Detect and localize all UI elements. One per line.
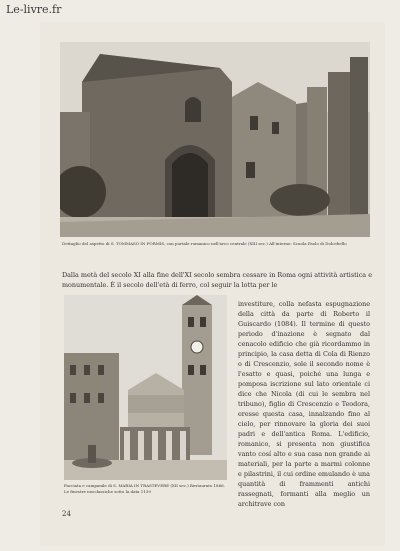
church-facade-photo <box>60 42 370 237</box>
right-column-text: investiture, colla nefasta espugnazione della città da parte di Roberto il Guiscardo (1084). Il termine di questo periodo d'inazione è segnato dal cenacolo edificio che già ricordammo in principio, la casa detta di Cola di Rienzo o di Crescenzio, sole il secondo nome è l'esatto e quasi, poiché una lunga e pomposa iscrizione sul lato orientale ci dice che Nicola (di cui le sembra nel tribuno), figlio di Crescenzio e Teodora, eresse questa casa, innalzando fino al cielo, per rinnovare la gloria dei suoi padri e dell'antica Roma. L'edificio, romanico, si presenta non giustifica vanto cosí alto e sua casa non grande ai materiali, per la parte a marmi colonne e pilastrini, il cui ordine emulando è una quantità di frammenti antichi rassegnati, formanti alla meglio un architrave con <box>238 300 370 508</box>
photo1-caption: Dettaglio del aspetto di S. TOMMASO IN FORMIS, con portale romanico nell'arco centrale (XIII sec.) All'interno: Scuola Paolo di Dolcebello <box>62 241 347 246</box>
page-number: 24 <box>62 510 71 518</box>
intro-paragraph: Dalla metà del secolo XI alla fine dell'XI secolo sembra cessare in Roma ogni attività artistica e monumentale. È il secolo dell'età di ferro, col seguir la lotta per le <box>62 271 372 289</box>
book-page <box>40 22 385 546</box>
photo2-caption: Facciata e campanile di S. MARIA IN TRASTEVERE (XII sec.) Restaurato 1866. Le finestre neoclassiche sotto la data 1139 <box>64 483 225 494</box>
santa-maria-photo <box>64 295 227 480</box>
watermark: Le-livre.fr <box>6 3 62 16</box>
